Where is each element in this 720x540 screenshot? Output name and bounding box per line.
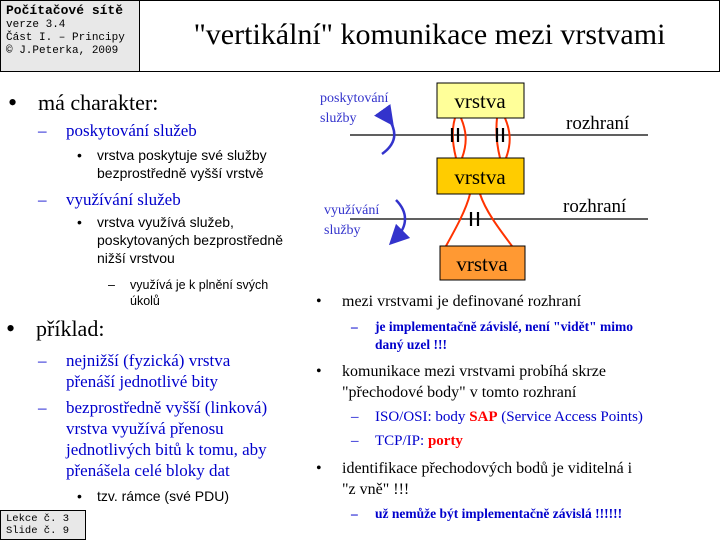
author-label: © J.Peterka, 2009 bbox=[6, 45, 119, 57]
course-name: Počítačové sítě bbox=[6, 3, 124, 18]
slide-title: "vertikální" komunikace mezi vrstvami bbox=[193, 18, 666, 51]
link-upper-a bbox=[453, 118, 456, 158]
part-label: Část I. – Principy bbox=[6, 32, 125, 44]
right-sub-tcp bbox=[351, 432, 463, 451]
sub-text: už nemůže být implementačně závislá !!!!!! bbox=[375, 506, 623, 521]
dash-marker: – bbox=[38, 190, 47, 209]
layer-label-top: vrstva bbox=[454, 89, 506, 113]
sub-line: přenášela celé bloky dat bbox=[66, 461, 230, 480]
sub-line: je implementačně závislé, není "vidět" mimo bbox=[375, 319, 633, 334]
use-label-line1: využívání bbox=[324, 203, 380, 218]
item-line: vrstva využívá služeb, bbox=[97, 214, 234, 230]
right-sub-osi bbox=[351, 408, 643, 427]
dash-marker: – bbox=[38, 398, 47, 417]
link-lower-b bbox=[480, 194, 512, 246]
link-lower-a bbox=[446, 194, 470, 246]
item-line: nižší vrstvou bbox=[97, 250, 175, 266]
layer-label-middle: vrstva bbox=[454, 165, 506, 189]
dash-marker: – bbox=[108, 278, 115, 292]
bullet-text: má charakter: bbox=[38, 90, 159, 115]
sub-line: bezprostředně vyšší (linková) bbox=[66, 398, 268, 417]
item-line: poskytovaných bezprostředně bbox=[97, 232, 283, 248]
bullet-dot: • bbox=[316, 460, 322, 477]
dash-marker: – bbox=[351, 319, 358, 334]
bullet-text: mezi vrstvami je definované rozhraní bbox=[342, 293, 582, 310]
item-line: bezprostředně vyšší vrstvě bbox=[97, 165, 264, 181]
version-label: verze 3.4 bbox=[6, 19, 66, 31]
sub-text: TCP/IP: bbox=[375, 433, 428, 449]
interface-label-upper: rozhraní bbox=[566, 113, 630, 134]
sub-line: nejnižší (fyzická) vrstva bbox=[66, 351, 231, 370]
bullet-dot: • bbox=[6, 314, 16, 343]
dash-marker: – bbox=[38, 121, 47, 140]
bullet-dot: • bbox=[316, 363, 322, 380]
sub-text: ISO/OSI: body bbox=[375, 409, 470, 425]
slide-number: Slide č. 9 bbox=[6, 525, 70, 537]
right-bullet-interface bbox=[316, 291, 582, 312]
sub-text: poskytování služeb bbox=[66, 121, 197, 140]
bullet-dot: • bbox=[8, 88, 18, 117]
dash-marker: – bbox=[351, 409, 359, 425]
sub-line: jednotlivých bitů k tomu, aby bbox=[66, 440, 267, 459]
item-line: vrstva poskytuje své služby bbox=[97, 147, 267, 163]
layer-label-bottom: vrstva bbox=[456, 252, 508, 276]
sub-line: přenáší jednotlivé bity bbox=[66, 372, 219, 391]
right-sub-impl bbox=[351, 318, 633, 354]
lecture-number: Lekce č. 3 bbox=[6, 513, 70, 525]
bullet-line: identifikace přechodových bodů je viditelná i bbox=[342, 460, 633, 477]
item-line: využívá je k plnění svých bbox=[130, 278, 269, 292]
dash-marker: – bbox=[351, 433, 359, 449]
sub-text: využívání služeb bbox=[66, 190, 181, 209]
right-bullet-communication bbox=[316, 361, 606, 403]
dash-marker: – bbox=[38, 351, 47, 370]
bullet-dot: • bbox=[77, 488, 82, 504]
bullet-text: příklad: bbox=[36, 316, 105, 341]
provide-label-line1: poskytování bbox=[320, 91, 389, 106]
lecture-info-box bbox=[0, 510, 86, 540]
sub-line: vrstva využívá přenosu bbox=[66, 419, 224, 438]
ports-highlight: porty bbox=[427, 433, 463, 449]
right-sub-independent bbox=[351, 505, 623, 523]
link-upper-d bbox=[505, 118, 510, 158]
interface-label-lower: rozhraní bbox=[563, 196, 627, 217]
bullet-line: komunikace mezi vrstvami probíhá skrze bbox=[342, 363, 606, 380]
bullet-dot: • bbox=[316, 293, 322, 310]
bullet-line: "přechodové body" v tomto rozhraní bbox=[342, 384, 577, 401]
sub-line: daný uzel !!! bbox=[375, 337, 447, 352]
provide-arrow-icon bbox=[382, 118, 394, 154]
dash-marker: – bbox=[351, 506, 358, 521]
sub-text: (Service Access Points) bbox=[497, 409, 643, 425]
bullet-line: "z vně" !!! bbox=[342, 481, 410, 498]
sap-highlight: SAP bbox=[469, 409, 498, 425]
link-upper-b bbox=[461, 118, 466, 158]
use-label-line2: služby bbox=[324, 223, 361, 238]
item-line: úkolů bbox=[130, 294, 160, 308]
right-bullet-identification bbox=[316, 458, 633, 500]
bullet-dot: • bbox=[77, 214, 82, 230]
bullet-dot: • bbox=[77, 147, 82, 163]
provide-label-line2: služby bbox=[320, 111, 357, 126]
item-line: tzv. rámce (své PDU) bbox=[97, 488, 229, 504]
